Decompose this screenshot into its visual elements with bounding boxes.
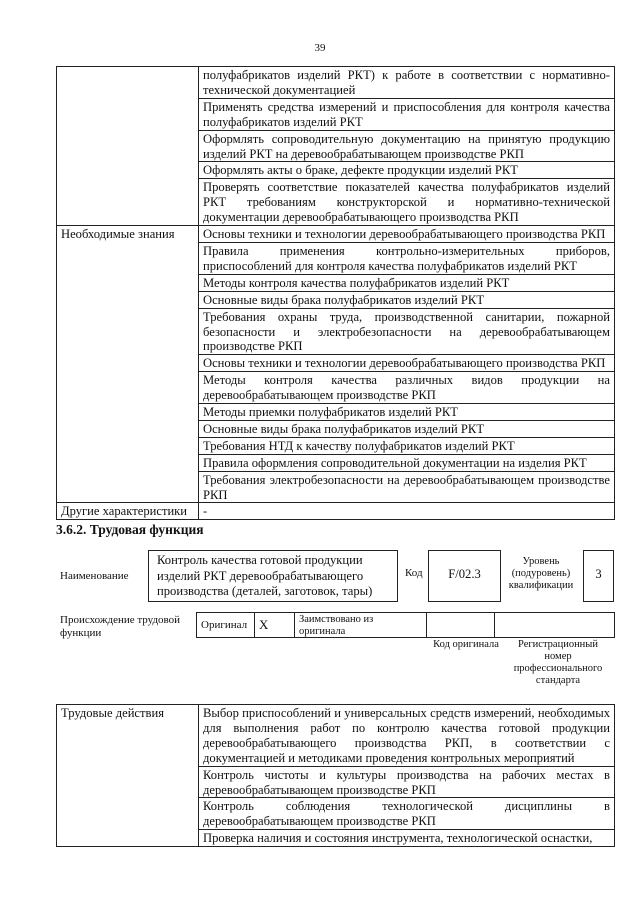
list-item: полуфабрикатов изделий РКТ) к работе в соответствии с нормативно-технической документацией (199, 67, 615, 99)
original-mark: X (255, 613, 295, 638)
list-item: Проверка наличия и состояния инструмента, технологической оснастки, (199, 830, 615, 847)
table-row (57, 226, 615, 243)
list-item: - (199, 503, 615, 520)
list-item: Требования охраны труда, производственной санитарии, пожарной безопасности и электробезопасности на деревообрабатывающем производстве РКП (199, 308, 615, 355)
level-label: Уровень (подуровень) квалификации (508, 556, 574, 591)
list-item: Основные виды брака полуфабрикатов изделий РКТ (199, 420, 615, 437)
row-label-actions: Трудовые действия (57, 705, 199, 847)
list-item: Проверять соответствие показателей качества полуфабрикатов изделий РКТ требованиям конструкторской и нормативно-технической документации деревообрабатывающего производства РКП (199, 179, 615, 226)
origin-table (196, 612, 615, 638)
table-row (57, 67, 615, 99)
section-heading: 3.6.2. Трудовая функция (56, 522, 204, 537)
row-label-other: Другие характеристики (57, 503, 199, 520)
function-code-box: F/02.3 (428, 550, 501, 602)
code-original-cell (427, 613, 495, 638)
list-item: Основные виды брака полуфабрикатов изделий РКТ (199, 291, 615, 308)
reg-number-caption: Регистрационный номер профессионального стандарта (513, 639, 603, 686)
list-item: Правила применения контрольно-измерительных приборов, приспособлений для контроля качества полуфабрикатов изделий РКТ (199, 242, 615, 274)
function-name-box: Контроль качества готовой продукции изделий РКТ деревообрабатывающего производства (деталей, заготовок, тары) (148, 550, 398, 602)
borrowed-label: Заимствовано из оригинала (295, 613, 427, 638)
list-item: Методы приемки полуфабрикатов изделий РКТ (199, 404, 615, 421)
reg-number-cell (495, 613, 615, 638)
list-item: Методы контроля качества полуфабрикатов изделий РКТ (199, 274, 615, 291)
labor-actions-table (56, 704, 615, 847)
table-row (57, 503, 615, 520)
origin-label: Происхождение трудовой функции (60, 614, 181, 639)
row-label (57, 67, 199, 226)
skills-knowledge-table (56, 66, 615, 520)
qualification-level-box: 3 (583, 550, 614, 602)
row-label-knowledge: Необходимые знания (57, 226, 199, 503)
list-item: Основы техники и технологии деревообрабатывающего производства РКП (199, 226, 615, 243)
list-item: Контроль чистоты и культуры производства на рабочих местах в деревообрабатывающем производстве РКП (199, 766, 615, 798)
list-item: Методы контроля качества различных видов продукции на деревообрабатывающем производстве РКП (199, 372, 615, 404)
page-number: 39 (314, 42, 326, 54)
list-item: Оформлять акты о браке, дефекте продукции изделий РКТ (199, 162, 615, 179)
list-item: Правила оформления сопроводительной документации на изделия РКТ (199, 454, 615, 471)
table-row (57, 705, 615, 767)
list-item: Применять средства измерений и приспособления для контроля качества полуфабрикатов изделий РКТ (199, 98, 615, 130)
list-item: Основы техники и технологии деревообрабатывающего производства РКП (199, 355, 615, 372)
list-item: Выбор приспособлений и универсальных средств измерений, необходимых для выполнения работ по контролю качества готовой продукции деревообрабатывающего производства РКП, в соответствии с документацией и методиками проведения контрольных мероприятий (199, 705, 615, 767)
list-item: Требования электробезопасности на деревообрабатывающем производстве РКП (199, 471, 615, 503)
code-original-caption: Код оригинала (433, 639, 499, 650)
code-label: Код (405, 567, 423, 579)
list-item: Требования НТД к качеству полуфабрикатов изделий РКТ (199, 437, 615, 454)
list-item: Оформлять сопроводительную документацию на принятую продукцию изделий РКТ на деревообрабатывающем производстве РКП (199, 130, 615, 162)
name-label: Наименование (60, 570, 129, 582)
list-item: Контроль соблюдения технологической дисциплины в деревообрабатывающем производстве РКП (199, 798, 615, 830)
original-label: Оригинал (197, 613, 255, 638)
